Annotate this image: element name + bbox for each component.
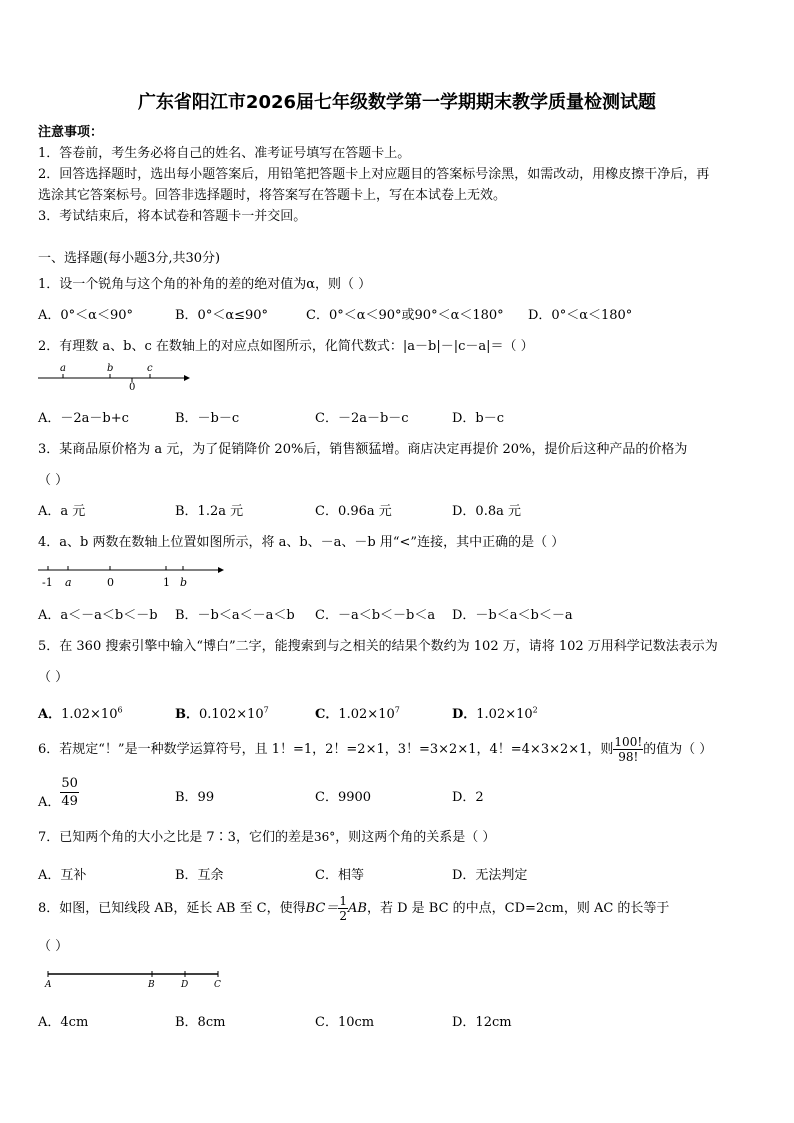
option-d: D．2 [452, 790, 484, 805]
notice-item: 2．回答选择题时，选出每小题答案后，用铅笔把答题卡上对应题目的答案标号涂黑，如需改动，用橡皮擦干净后，再 [38, 167, 710, 182]
axis-label-b: b [180, 576, 188, 589]
fraction-half: $\frac{1}{2}$ [339, 894, 348, 923]
option-b: B．1.2a 元 [175, 504, 244, 519]
question-4-stem: 4．a、b 两数在数轴上位置如图所示，将 a、b、－a、－b 用“<”连接，其中正确的是（ ） [38, 535, 565, 550]
notice-item: 1．答卷前，考生务必将自己的姓名、准考证号填写在答题卡上。 [38, 146, 411, 161]
number-line-q4 [38, 560, 228, 590]
axis-label-0: 0 [129, 382, 136, 393]
axis-label-b: b [107, 363, 114, 374]
option-d: D．12cm [452, 1015, 512, 1030]
segment-figure-q8 [44, 968, 229, 992]
option-c: C．－2a－b－c [315, 411, 409, 426]
axis-label-0: 0 [107, 576, 114, 589]
question-7-stem: 7．已知两个角的大小之比是 7∶3，它们的差是36°，则这两个角的关系是（ ） [38, 830, 496, 845]
option-d: D．$1.02\times 10^2$ [452, 705, 538, 722]
notice-item: 选涂其它答案标号。回答非选择题时，将答案写在答题卡上，写在本试卷上无效。 [38, 188, 507, 203]
point-label-d: D [181, 980, 189, 990]
option-c: C．0.96a 元 [315, 504, 392, 519]
page-title: 广东省阳江市2026届七年级数学第一学期期末教学质量检测试题 [137, 92, 657, 113]
fraction-100-98: $\frac{100!}{98!}$ [614, 735, 643, 764]
option-b: B．$0.102\times 10^7$ [175, 705, 269, 722]
question-5-stem: 5．在 360 搜索引擎中输入“博白”二字，能搜索到与之相关的结果个数约为 102 万，请将 102 万用科学记数法表示为 [38, 639, 718, 654]
option-d: D．0.8a 元 [452, 504, 521, 519]
question-6-stem: 6．若规定“！”是一种数学运算符号，且 1！=1，2！=2×1，3！=3×2×1，4！=4×3×2×1，则 $\frac{100!}{98!}$ 的值为（ ） [38, 735, 713, 764]
axis-label-a: a [60, 363, 66, 374]
option-b: B．8cm [175, 1015, 226, 1030]
option-d: D．b－c [452, 411, 505, 426]
option-c: C．0°＜α＜90°或90°＜α＜180° [306, 308, 504, 323]
option-c: C．相等 [315, 868, 364, 883]
question-8-paren: （ ） [38, 939, 69, 954]
option-a: A．4cm [38, 1015, 89, 1030]
question-2-stem: 2．有理数 a、b、c 在数轴上的对应点如图所示，化简代数式：|a－b|－|c－a|＝（ ） [38, 339, 534, 354]
option-a: A．a 元 [38, 504, 86, 519]
question-5-paren: （ ） [38, 670, 69, 685]
option-b: B．－b＜a＜－a＜b [175, 608, 295, 623]
axis-label-a: a [65, 576, 72, 589]
option-c: C．$1.02\times 10^7$ [315, 705, 400, 722]
notice-heading: 注意事项： [38, 125, 104, 140]
option-b: B．99 [175, 790, 215, 805]
point-label-b: B [148, 980, 155, 990]
option-d: D．无法判定 [452, 868, 528, 883]
option-d: D．0°＜α＜180° [528, 308, 633, 323]
point-label-a: A [45, 980, 52, 990]
question-3-paren: （ ） [38, 473, 69, 488]
section-heading: 一、选择题(每小题3分,共30分) [38, 251, 221, 266]
point-label-c: C [214, 980, 221, 990]
option-a: A．互补 [38, 868, 87, 883]
option-c: C．－a＜b＜－b＜a [315, 608, 436, 623]
question-1-stem: 1．设一个锐角与这个角的补角的差的绝对值为α，则（ ） [38, 277, 372, 292]
question-8-stem: 8．如图，已知线段 AB，延长 AB 至 C，使得BC＝ $\frac{1}{2}$ AB，若 D 是 BC 的中点，CD=2cm，则 AC 的长等于 [38, 894, 670, 923]
option-c: C．10cm [315, 1015, 375, 1030]
axis-label-minus1: -1 [42, 576, 53, 589]
notice-item: 3．考试结束后，将本试卷和答题卡一并交回。 [38, 209, 307, 224]
option-b: B．－b－c [175, 411, 240, 426]
axis-label-1: 1 [163, 576, 170, 589]
option-a: A．a＜－a＜b＜－b [38, 608, 158, 623]
option-b: B．0°＜α≤90° [175, 308, 269, 323]
option-a: A．$1.02\times 10^6$ [38, 705, 123, 722]
option-a: A． $\frac{50}{49}$ [38, 776, 78, 810]
axis-label-c: c [147, 363, 153, 374]
option-d: D．－b＜a＜b＜－a [452, 608, 573, 623]
number-line-q2 [38, 360, 188, 393]
option-b: B．互余 [175, 868, 224, 883]
question-3-stem: 3．某商品原价格为 a 元，为了促销降价 20%后，销售额猛增。商店决定再提价 20%，提价后这种产品的价格为 [38, 442, 688, 457]
option-c: C．9900 [315, 790, 372, 805]
option-a: A．－2a－b+c [38, 411, 129, 426]
option-a: A．0°＜α＜90° [38, 308, 133, 323]
